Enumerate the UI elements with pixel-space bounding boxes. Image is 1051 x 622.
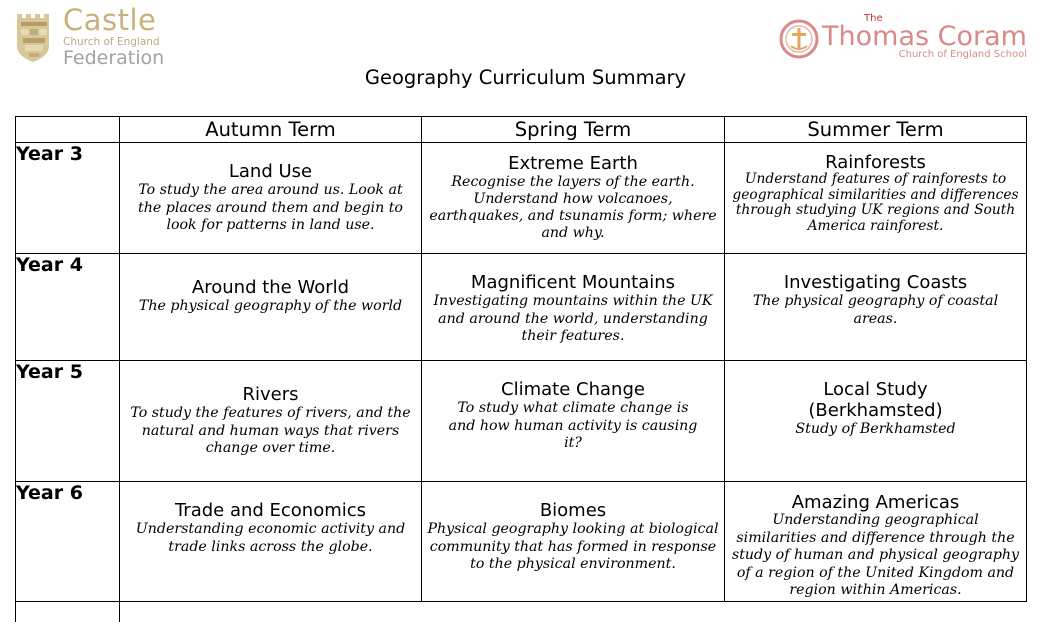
table-cell [120, 361, 422, 482]
logo-castle-text: Castle [63, 2, 157, 37]
year-label: Year 4 [16, 254, 120, 361]
table-cell [422, 143, 725, 254]
table-cell [725, 361, 1027, 482]
topic-description: Understanding geographical similarities and difference through the study of human and physical geography of a region of the United Kingdom and region within Americas. [731, 512, 1020, 598]
topic-description: Physical geography looking at biological community that has formed in response to the physical environment. [427, 521, 719, 572]
topic-title: Local Study (Berkhamsted) [808, 379, 943, 421]
table-row [16, 143, 1027, 254]
logo-federation-text: Federation [63, 47, 165, 70]
column-header-autumn: Autumn Term [120, 117, 422, 143]
topic-description: Study of Berkhamsted [795, 421, 956, 437]
castle-crest-icon [15, 10, 53, 64]
topic-title: Extreme Earth [508, 153, 638, 174]
topic-description: Recognise the layers of the earth. Understand how volcanoes, earthquakes, and tsunamis form; where and why. [429, 174, 717, 241]
table-cell [725, 254, 1027, 361]
topic-title: Magnificent Mountains [470, 272, 676, 293]
topic-description: The physical geography of coastal areas. [752, 293, 999, 327]
table-header-row [16, 117, 1027, 143]
table-cell [725, 482, 1027, 602]
year-label: Year 6 [16, 482, 120, 602]
school-seal-icon [779, 16, 819, 62]
logo-thomas-coram-text: Thomas Coram [822, 21, 1027, 52]
column-header [16, 117, 120, 143]
year-label: Year 5 [16, 361, 120, 482]
table-cell [120, 254, 422, 361]
table-cell [422, 361, 725, 482]
table-cell [120, 143, 422, 254]
thomas-coram-logo [779, 14, 1027, 64]
topic-description: To study the features of rivers, and the natural and human ways that rivers change over time. [130, 405, 411, 456]
topic-title: Amazing Americas [791, 492, 960, 513]
logo-school-text: Church of England School [898, 49, 1027, 60]
table-cell [422, 254, 725, 361]
table-row [16, 482, 1027, 602]
topic-description: To study the area around us. Look at the places around them and begin to look for patterns in land use. [138, 182, 403, 233]
topic-title: Climate Change [501, 379, 645, 400]
topic-description: Investigating mountains within the UK and around the world, understanding their features. [433, 293, 713, 344]
topic-title: Rivers [242, 384, 299, 405]
table-cell [422, 482, 725, 602]
column-header-spring: Spring Term [422, 117, 725, 143]
page-title: Geography Curriculum Summary [364, 66, 687, 89]
topic-title: Rainforests [825, 152, 926, 173]
castle-federation-logo [15, 2, 165, 70]
table-cell [120, 482, 422, 602]
year-label: Year 3 [16, 143, 120, 254]
topic-description: Understanding economic activity and trade links across the globe. [135, 521, 406, 555]
column-header-summer: Summer Term [725, 117, 1027, 143]
topic-title: Biomes [539, 500, 607, 521]
curriculum-table [15, 116, 1027, 622]
topic-title: Around the World [191, 277, 350, 298]
table-row [16, 361, 1027, 482]
topic-description: The physical geography of the world [138, 298, 403, 314]
topic-title: Trade and Economics [174, 500, 367, 521]
table-cell [725, 143, 1027, 254]
logo-the-text: The [864, 13, 883, 24]
topic-description: To study what climate change is and how human activity is causing it? [448, 400, 698, 451]
logo-coe-text: Church of England [63, 35, 160, 48]
topic-title: Investigating Coasts [783, 272, 968, 293]
table-row [16, 254, 1027, 361]
topic-title: Land Use [228, 161, 313, 182]
topic-description: Understand features of rainforests to geographical similarities and differences through studying UK regions and South America rainforest. [732, 171, 1019, 234]
